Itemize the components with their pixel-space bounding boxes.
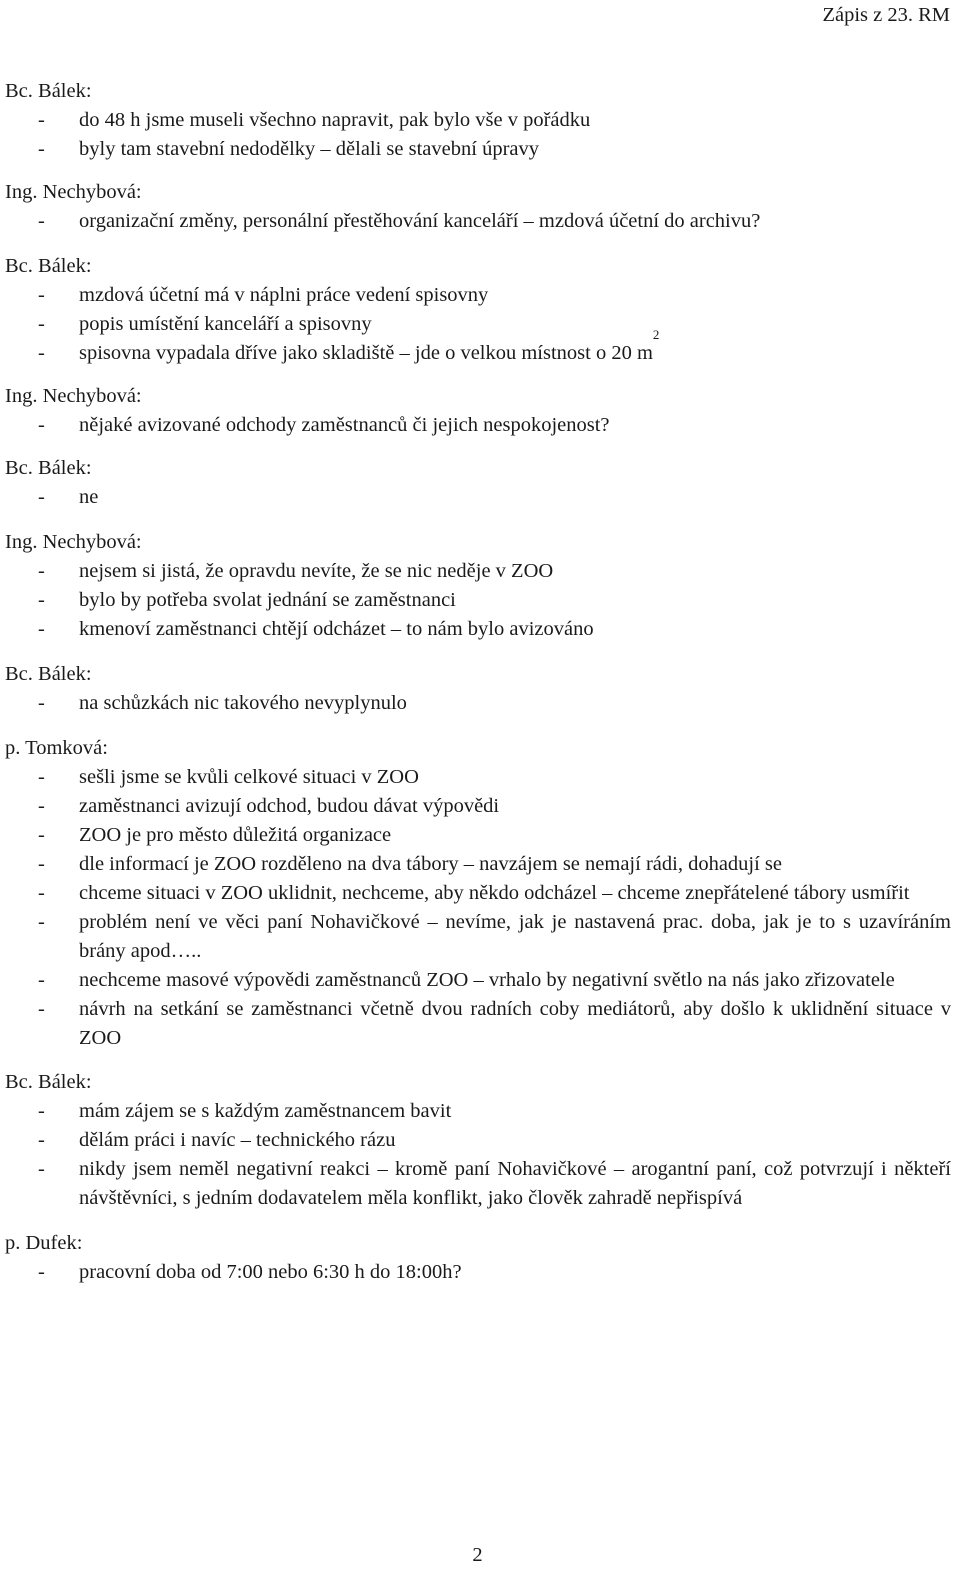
- statement-text: popis umístění kanceláří a spisovny: [79, 313, 372, 335]
- statement-text: bylo by potřeba svolat jednání se zaměstnanci: [79, 589, 456, 611]
- statement-list: [5, 207, 951, 236]
- statement-text: nejsem si jistá, že opravdu nevíte, že se nic neděje v ZOO: [79, 560, 554, 582]
- statement-item: [5, 327, 951, 368]
- statement-text: nikdy jsem neměl negativní reakci – kromě paní Nohavičkové – arogantní paní, což potvrzují i někteří návštěvníci, s jedním dodavatelem měla konflikt, jako člověk zahradě nepřispívá: [79, 1158, 951, 1209]
- statement-item: [5, 1097, 951, 1126]
- speaker-name: p. Dufek:: [5, 1232, 83, 1254]
- statement-list: [5, 1258, 951, 1287]
- speaker-name: Bc. Bálek:: [5, 255, 92, 277]
- page-number: 2: [472, 1544, 483, 1566]
- speaker-name: Ing. Nechybová:: [5, 181, 142, 203]
- bullet-dash: -: [38, 313, 45, 335]
- statement-text: chceme situaci v ZOO uklidnit, nechceme, aby někdo odcházel – chceme znepřátelené tábory usmířit: [79, 882, 910, 904]
- statement-item: [5, 310, 951, 339]
- bullet-dash: -: [38, 1158, 45, 1180]
- minutes-body: [5, 77, 951, 1301]
- bullet-dash: -: [38, 969, 45, 991]
- statement-item: [5, 106, 951, 135]
- speaker-block: [5, 178, 951, 236]
- statement-item: [5, 586, 951, 615]
- speaker-name: Bc. Bálek:: [5, 663, 92, 685]
- speaker-block: [5, 1229, 951, 1287]
- statement-text: zaměstnanci avizují odchod, budou dávat výpovědi: [79, 795, 500, 817]
- statement-text: na schůzkách nic takového nevyplynulo: [79, 692, 407, 714]
- bullet-dash: -: [38, 414, 45, 436]
- statement-text: spisovna vypadala dříve jako skladiště – jde o velkou místnost o 20 m: [79, 342, 653, 364]
- statement-text: návrh na setkání se zaměstnanci včetně dvou radních coby mediátorů, aby došlo k uklidnění situace v ZOO: [79, 998, 951, 1049]
- statement-text: organizační změny, personální přestěhování kanceláří – mzdová účetní do archivu?: [79, 210, 761, 232]
- bullet-dash: -: [38, 486, 45, 508]
- bullet-dash: -: [38, 284, 45, 306]
- statement-text: do 48 h jsme museli všechno napravit, pak bylo vše v pořádku: [79, 109, 591, 131]
- statement-text: problém není ve věci paní Nohavičkové – nevíme, jak je nastavená prac. doba, jak je to s uzavíráním brány apod…..: [79, 911, 951, 962]
- speaker-name: Bc. Bálek:: [5, 1071, 92, 1093]
- statement-list: [5, 1097, 951, 1213]
- bullet-dash: -: [38, 1261, 45, 1283]
- statement-list: [5, 281, 951, 368]
- statement-item: [5, 557, 951, 586]
- statement-item: [5, 207, 951, 236]
- statement-text: mám zájem se s každým zaměstnancem bavit: [79, 1100, 452, 1122]
- bullet-dash: -: [38, 109, 45, 131]
- bullet-dash: -: [38, 1129, 45, 1151]
- bullet-dash: -: [38, 210, 45, 232]
- bullet-dash: -: [38, 1100, 45, 1122]
- statement-text: nechceme masové výpovědi zaměstnanců ZOO – vrhalo by negativní světlo na nás jako zřizovatele: [79, 969, 895, 991]
- statement-list: [5, 763, 951, 1053]
- speaker-name: Ing. Nechybová:: [5, 385, 142, 407]
- speaker-block: [5, 528, 951, 644]
- speaker-name: p. Tomková:: [5, 737, 108, 759]
- statement-item: [5, 1258, 951, 1287]
- statement-item: [5, 995, 951, 1053]
- statement-item: [5, 879, 951, 908]
- bullet-dash: -: [38, 998, 45, 1020]
- bullet-dash: -: [38, 692, 45, 714]
- statement-text: kmenoví zaměstnanci chtějí odcházet – to nám bylo avizováno: [79, 618, 594, 640]
- statement-item: [5, 483, 951, 512]
- statement-item: [5, 281, 951, 310]
- statement-text: pracovní doba od 7:00 nebo 6:30 h do 18:00h?: [79, 1261, 462, 1283]
- statement-item: [5, 615, 951, 644]
- statement-list: [5, 106, 951, 164]
- superscript: 2: [652, 327, 660, 342]
- speaker-block: [5, 1068, 951, 1213]
- speaker-name: Bc. Bálek:: [5, 80, 92, 102]
- bullet-dash: -: [38, 589, 45, 611]
- bullet-dash: -: [38, 853, 45, 875]
- statement-item: [5, 850, 951, 879]
- statement-item: [5, 763, 951, 792]
- bullet-dash: -: [38, 618, 45, 640]
- speaker-block: [5, 382, 951, 440]
- statement-list: [5, 557, 951, 644]
- statement-item: [5, 411, 951, 440]
- bullet-dash: -: [38, 138, 45, 160]
- speaker-block: [5, 734, 951, 1053]
- bullet-dash: -: [38, 795, 45, 817]
- statement-text: byly tam stavební nedodělky – dělali se stavební úpravy: [79, 138, 539, 160]
- statement-item: [5, 1155, 951, 1213]
- speaker-name: Ing. Nechybová:: [5, 531, 142, 553]
- statement-item: [5, 689, 951, 718]
- statement-item: [5, 135, 951, 164]
- statement-text: ne: [79, 486, 99, 508]
- statement-item: [5, 908, 951, 966]
- speaker-block: [5, 454, 951, 512]
- bullet-dash: -: [38, 882, 45, 904]
- document-header: Zápis z 23. RM: [822, 4, 950, 26]
- statement-item: [5, 792, 951, 821]
- speaker-block: [5, 77, 951, 164]
- statement-text: dělám práci i navíc – technického rázu: [79, 1129, 396, 1151]
- bullet-dash: -: [38, 342, 45, 364]
- bullet-dash: -: [38, 560, 45, 582]
- statement-item: [5, 1126, 951, 1155]
- speaker-block: [5, 252, 951, 368]
- bullet-dash: -: [38, 824, 45, 846]
- statement-list: [5, 689, 951, 718]
- statement-list: [5, 411, 951, 440]
- statement-text: nějaké avizované odchody zaměstnanců či jejich nespokojenost?: [79, 414, 610, 436]
- statement-text: ZOO je pro město důležitá organizace: [79, 824, 392, 846]
- statement-text: sešli jsme se kvůli celkové situaci v ZOO: [79, 766, 419, 788]
- speaker-name: Bc. Bálek:: [5, 457, 92, 479]
- statement-item: [5, 966, 951, 995]
- statement-text: dle informací je ZOO rozděleno na dva tábory – navzájem se nemají rádi, dohadují se: [79, 853, 783, 875]
- bullet-dash: -: [38, 911, 45, 933]
- speaker-block: [5, 660, 951, 718]
- bullet-dash: -: [38, 766, 45, 788]
- statement-item: [5, 821, 951, 850]
- statement-list: [5, 483, 951, 512]
- statement-text: mzdová účetní má v náplni práce vedení spisovny: [79, 284, 489, 306]
